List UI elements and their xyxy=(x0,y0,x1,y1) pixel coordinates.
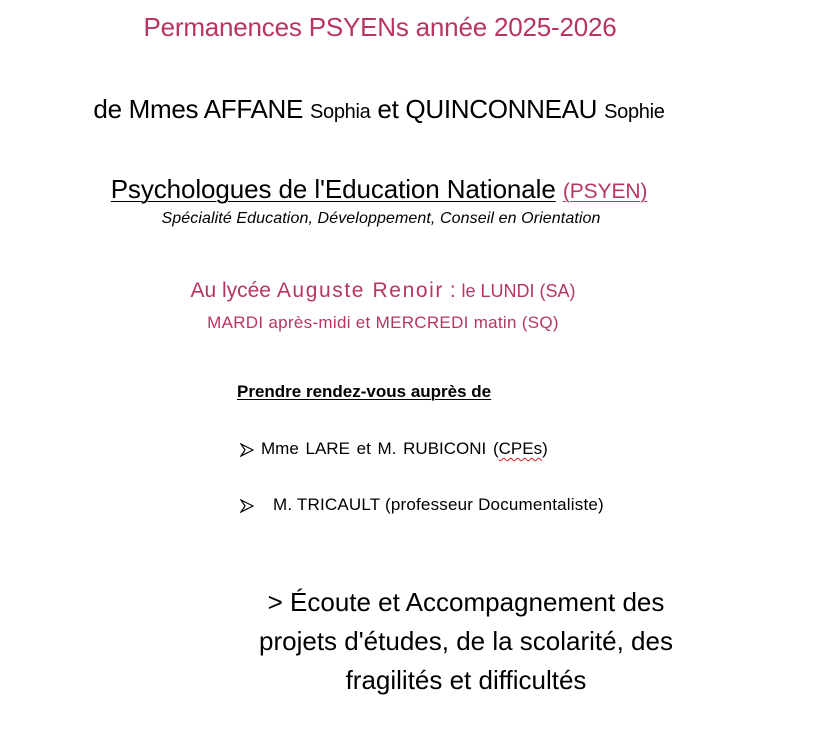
names-connector: et QUINCONNEAU xyxy=(377,94,598,124)
services-statement: > Écoute et Accompagnement des projets d'études, de la scolarité, des fragilités et difficultés xyxy=(259,587,673,695)
schedule-line-2: MARDI après-midi et MERCREDI matin (SQ) xyxy=(207,313,559,332)
spellcheck-flagged-word: CPEs xyxy=(498,439,543,458)
schedule-line-1 xyxy=(0,279,766,303)
schedule-colon: : xyxy=(449,279,456,302)
role-specialty: Spécialité Education, Développement, Conseil en Orientation xyxy=(161,210,601,227)
role-abbreviation: (PSYEN) xyxy=(562,180,648,203)
item1-close: ) xyxy=(542,439,548,458)
page-title: Permanences PSYENs année 2025-2026 xyxy=(143,12,617,42)
item1-text: Mme LARE et M. RUBICONI ( xyxy=(261,439,499,458)
names-prefix: de Mmes AFFANE xyxy=(93,94,304,124)
appointment-item-documentaliste: M. TRICAULT (professeur Documentaliste) xyxy=(273,495,604,514)
role-line xyxy=(0,174,758,205)
first-name-1: Sophia xyxy=(310,101,371,123)
appointment-heading: Prendre rendez-vous auprès de xyxy=(237,382,492,401)
role-title: Psychologues de l'Education Nationale xyxy=(110,174,556,204)
arrowhead-bullet-icon xyxy=(240,499,254,513)
appointment-item-cpe xyxy=(261,439,548,459)
psychologist-names xyxy=(0,94,758,125)
schedule-day-1: le LUNDI (SA) xyxy=(461,281,576,301)
school-name: Auguste Renoir xyxy=(276,279,444,302)
arrowhead-bullet-icon xyxy=(240,443,254,457)
schedule-prefix: Au lycée xyxy=(190,279,271,302)
first-name-2: Sophie xyxy=(604,101,665,123)
